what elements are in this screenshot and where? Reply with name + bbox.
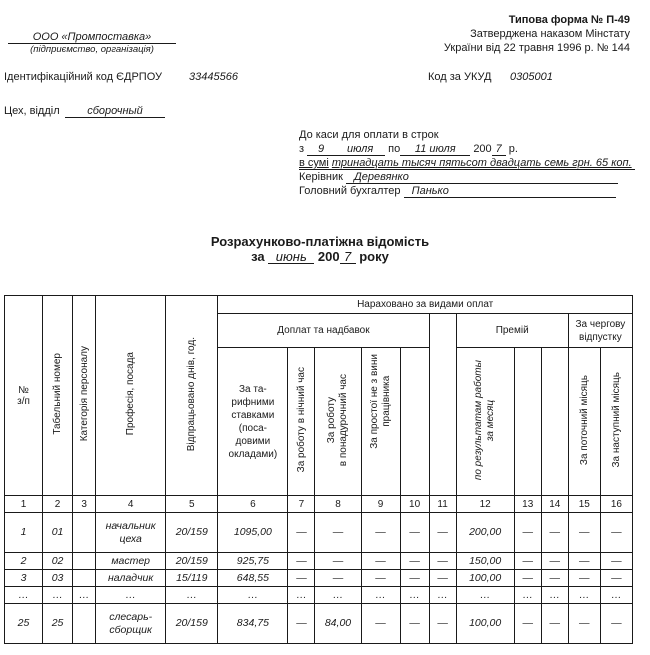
table-cell: 100,00: [456, 604, 514, 644]
table-cell: …: [429, 587, 456, 604]
table-cell: …: [568, 587, 600, 604]
year-end: р.: [508, 143, 518, 155]
head-label: Керівник: [299, 171, 343, 183]
from-label: з: [299, 143, 305, 155]
table-cell: [73, 570, 96, 587]
period-year-word: року: [359, 249, 389, 264]
column-number: 7: [288, 496, 315, 513]
table-row: [5, 604, 633, 644]
table-cell: —: [288, 513, 315, 553]
table-cell: —: [361, 604, 400, 644]
table-cell: —: [400, 604, 429, 644]
header-col-14: [541, 348, 568, 496]
table-cell: —: [600, 604, 632, 644]
table-cell: …: [361, 587, 400, 604]
table-cell: …: [288, 587, 315, 604]
header-night-text: За роботу в нічний час: [295, 367, 307, 473]
table-cell: …: [96, 587, 166, 604]
to-day: 11 июля: [400, 143, 470, 156]
table-cell: 100,00: [456, 570, 514, 587]
column-number: 11: [429, 496, 456, 513]
header-profession: [96, 296, 166, 496]
year-suffix: 7: [492, 143, 506, 156]
header-bonus: Премій: [456, 314, 568, 348]
table-row: [5, 553, 633, 570]
org-name: ООО «Промпоставка»: [8, 31, 176, 44]
table-cell: —: [541, 604, 568, 644]
header-rates: За та- рифними ставками (поса- довими окладами): [218, 348, 288, 496]
table-cell: —: [429, 553, 456, 570]
table-cell: —: [400, 553, 429, 570]
column-numbers-row: [5, 496, 633, 513]
header-overtime-text: За роботу в понадурочний час: [325, 373, 349, 467]
table-cell: 834,75: [218, 604, 288, 644]
header-col-10: [400, 348, 429, 496]
table-cell: 20/159: [166, 513, 218, 553]
ukud-label: Код за УКУД: [428, 71, 492, 83]
table-cell: —: [600, 513, 632, 553]
from-month: июля: [335, 143, 385, 156]
header-cur-month-text: За поточний місяць: [578, 374, 590, 466]
payroll-table: [4, 295, 633, 644]
table-cell: —: [429, 570, 456, 587]
table-cell: …: [73, 587, 96, 604]
table-cell: —: [541, 513, 568, 553]
table-cell: [73, 513, 96, 553]
table-cell: [73, 604, 96, 644]
sum-value: тринадцать тысяч пятьсот двадцать семь грн. 65 коп.: [331, 157, 632, 169]
header-idle-text: За простої не з вини працівника: [368, 354, 392, 449]
table-cell: 02: [43, 553, 73, 570]
header-next-month: [600, 348, 632, 496]
header-days-text: Відпрацьовано днів, год.: [186, 336, 198, 452]
head-line: [299, 171, 635, 184]
dept-value: сборочный: [65, 105, 165, 118]
table-cell: мастер: [96, 553, 166, 570]
table-cell: …: [218, 587, 288, 604]
table-cell: 925,75: [218, 553, 288, 570]
table-row: [5, 513, 633, 553]
table-cell: …: [600, 587, 632, 604]
column-number: 4: [96, 496, 166, 513]
table-cell: …: [541, 587, 568, 604]
table-cell: —: [315, 513, 361, 553]
table-cell: 1: [5, 513, 43, 553]
table-cell: —: [568, 604, 600, 644]
table-cell: —: [400, 570, 429, 587]
table-cell: —: [361, 513, 400, 553]
period-for-label: за: [251, 249, 265, 264]
table-cell: 03: [43, 570, 73, 587]
edrpou-value: 33445566: [189, 71, 238, 83]
table-cell: —: [568, 570, 600, 587]
header-profession-text: Професія, посада: [125, 352, 137, 436]
column-number: 14: [541, 496, 568, 513]
column-number: 5: [166, 496, 218, 513]
head-value: Деревянко: [346, 171, 618, 184]
table-cell: —: [288, 570, 315, 587]
table-cell: 20/159: [166, 604, 218, 644]
header-night: [288, 348, 315, 496]
year-prefix: 200: [473, 143, 492, 155]
header-results: [456, 348, 514, 496]
table-cell: —: [568, 553, 600, 570]
table-cell: 648,55: [218, 570, 288, 587]
edrpou-label: Ідентифікаційний код ЄДРПОУ: [4, 71, 163, 83]
cash-order-line1: До каси для оплати в строк: [299, 129, 439, 141]
approved-line2: України від 22 травня 1996 р. № 144: [443, 42, 630, 54]
from-day: 9: [307, 143, 335, 156]
column-number: 9: [361, 496, 400, 513]
header-overtime: [315, 348, 361, 496]
header-num: № з/п: [5, 296, 43, 496]
header-idle: [361, 348, 400, 496]
column-number: 16: [600, 496, 632, 513]
table-cell: —: [568, 513, 600, 553]
table-cell: —: [600, 570, 632, 587]
table-cell: —: [429, 604, 456, 644]
header-days: [166, 296, 218, 496]
table-cell: 84,00: [315, 604, 361, 644]
header-col-13: [514, 348, 541, 496]
table-cell: …: [5, 587, 43, 604]
table-cell: 25: [43, 604, 73, 644]
column-number: 2: [43, 496, 73, 513]
table-cell: —: [514, 570, 541, 587]
chief-accountant-line: [299, 185, 635, 198]
table-cell: …: [456, 587, 514, 604]
document-period: [0, 249, 640, 264]
table-cell: —: [541, 553, 568, 570]
sum-label: в сумі: [299, 157, 329, 169]
header-vacation: За чергову відпустку: [568, 314, 632, 348]
table-cell: наладчик: [96, 570, 166, 587]
column-number: 15: [568, 496, 600, 513]
table-cell: …: [514, 587, 541, 604]
table-cell: —: [400, 513, 429, 553]
table-cell: —: [288, 553, 315, 570]
table-cell: —: [315, 553, 361, 570]
period-year-suffix: 7: [340, 250, 356, 264]
table-cell: 15/119: [166, 570, 218, 587]
period-month: июнь: [268, 250, 314, 264]
table-cell: 200,00: [456, 513, 514, 553]
column-number: 1: [5, 496, 43, 513]
table-cell: —: [288, 604, 315, 644]
table-cell: —: [541, 570, 568, 587]
table-cell: …: [400, 587, 429, 604]
table-cell: 150,00: [456, 553, 514, 570]
approved-line1: Затверджена наказом Мінстату: [470, 28, 630, 40]
table-cell: 20/159: [166, 553, 218, 570]
column-number: 6: [218, 496, 288, 513]
column-number: 10: [400, 496, 429, 513]
header-tab-number: [43, 296, 73, 496]
cash-order-dates: [299, 143, 599, 156]
chief-accountant-value: Панько: [404, 185, 616, 198]
header-accrued: Нараховано за видами оплат: [218, 296, 633, 314]
table-cell: …: [166, 587, 218, 604]
dept-label: Цех, відділ: [4, 105, 60, 117]
table-cell: …: [315, 587, 361, 604]
sum-line: [299, 157, 635, 170]
table-cell: …: [43, 587, 73, 604]
table-cell: —: [315, 570, 361, 587]
header-tab-number-text: Табельний номер: [52, 353, 64, 435]
table-cell: —: [514, 513, 541, 553]
ukud-value: 0305001: [510, 71, 553, 83]
table-cell: —: [600, 553, 632, 570]
table-cell: 25: [5, 604, 43, 644]
table-cell: 01: [43, 513, 73, 553]
org-caption: (підприємство, організація): [30, 44, 154, 55]
column-number: 12: [456, 496, 514, 513]
table-cell: начальник цеха: [96, 513, 166, 553]
column-number: 8: [315, 496, 361, 513]
header-surcharge: Доплат та надбавок: [218, 314, 429, 348]
header-results-text: по результатам работы за месяц: [473, 359, 497, 481]
table-cell: —: [361, 570, 400, 587]
table-cell: —: [514, 604, 541, 644]
column-number: 3: [73, 496, 96, 513]
document-title: Розрахунково-платіжна відомість: [210, 234, 430, 249]
period-year-prefix: 200: [317, 249, 340, 264]
header-category: [73, 296, 96, 496]
header-cur-month: [568, 348, 600, 496]
header-next-month-text: За наступний місяць: [610, 372, 622, 468]
chief-accountant-label: Головний бухгалтер: [299, 185, 401, 197]
table-cell: 2: [5, 553, 43, 570]
table-cell: —: [361, 553, 400, 570]
table-cell: 1095,00: [218, 513, 288, 553]
to-label: по: [388, 143, 401, 155]
table-cell: слесарь- сборщик: [96, 604, 166, 644]
table-cell: —: [429, 513, 456, 553]
table-row: [5, 570, 633, 587]
table-cell: —: [514, 553, 541, 570]
table-cell: 3: [5, 570, 43, 587]
header-col-11: [429, 314, 456, 496]
column-number: 13: [514, 496, 541, 513]
header-category-text: Категорія персоналу: [78, 346, 90, 442]
table-cell: [73, 553, 96, 570]
form-title: Типова форма № П-49: [508, 14, 630, 26]
table-row: [5, 587, 633, 604]
